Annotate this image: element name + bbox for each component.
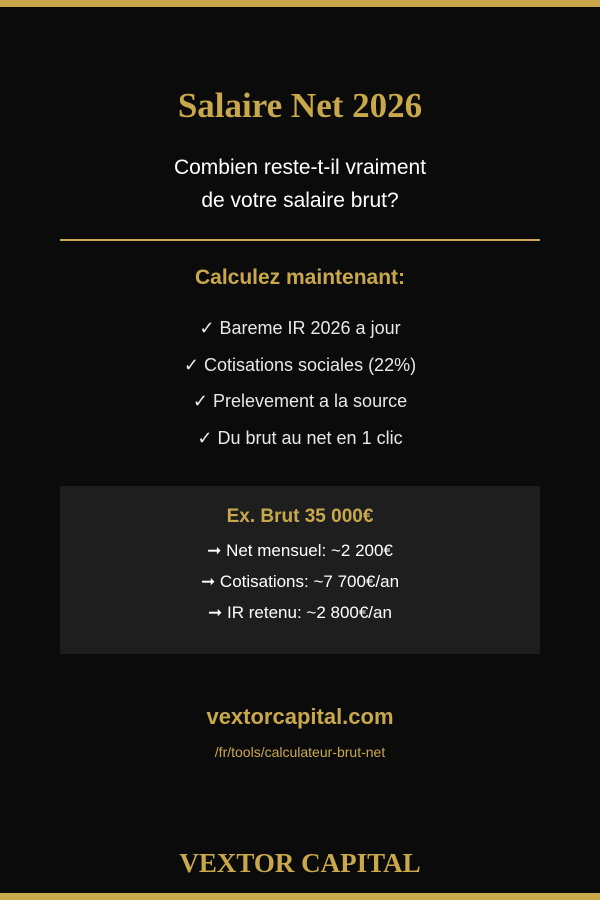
example-lines (60, 540, 540, 633)
example-line-net-mensuel: ➞ Net mensuel: ~2 200€ (207, 541, 393, 560)
site-link[interactable]: vextorcapital.com (206, 704, 394, 729)
example-line-cotisations: ➞ Cotisations: ~7 700€/an (200, 572, 400, 591)
example-title: Ex. Brut 35 000€ (226, 506, 374, 527)
feature-list (0, 316, 600, 462)
feature-item-brut-net: ✓ Du brut au net en 1 clic (197, 427, 403, 448)
subtitle-line-2: de votre salaire brut? (201, 189, 399, 212)
feature-item-prelevement: ✓ Prelevement a la source (192, 391, 408, 411)
bottom-gold-bar (0, 893, 600, 900)
example-box (60, 486, 540, 654)
subtitle-line-1: Combien reste-t-il vraiment (173, 156, 427, 179)
top-gold-bar (0, 0, 600, 7)
subtitle (0, 151, 600, 217)
example-line-ir-retenu: ➞ IR retenu: ~2 800€/an (208, 603, 392, 622)
brand-logo: VEXTOR CAPITAL (179, 848, 421, 878)
site-path[interactable]: /fr/tools/calculateur-brut-net (214, 744, 386, 760)
cta-heading: Calculez maintenant: (194, 266, 406, 289)
page-title: Salaire Net 2026 (177, 86, 423, 125)
feature-item-bareme: ✓ Bareme IR 2026 a jour (199, 318, 401, 338)
feature-item-cotisations: ✓ Cotisations sociales (22%) (183, 354, 417, 375)
divider (60, 239, 540, 241)
